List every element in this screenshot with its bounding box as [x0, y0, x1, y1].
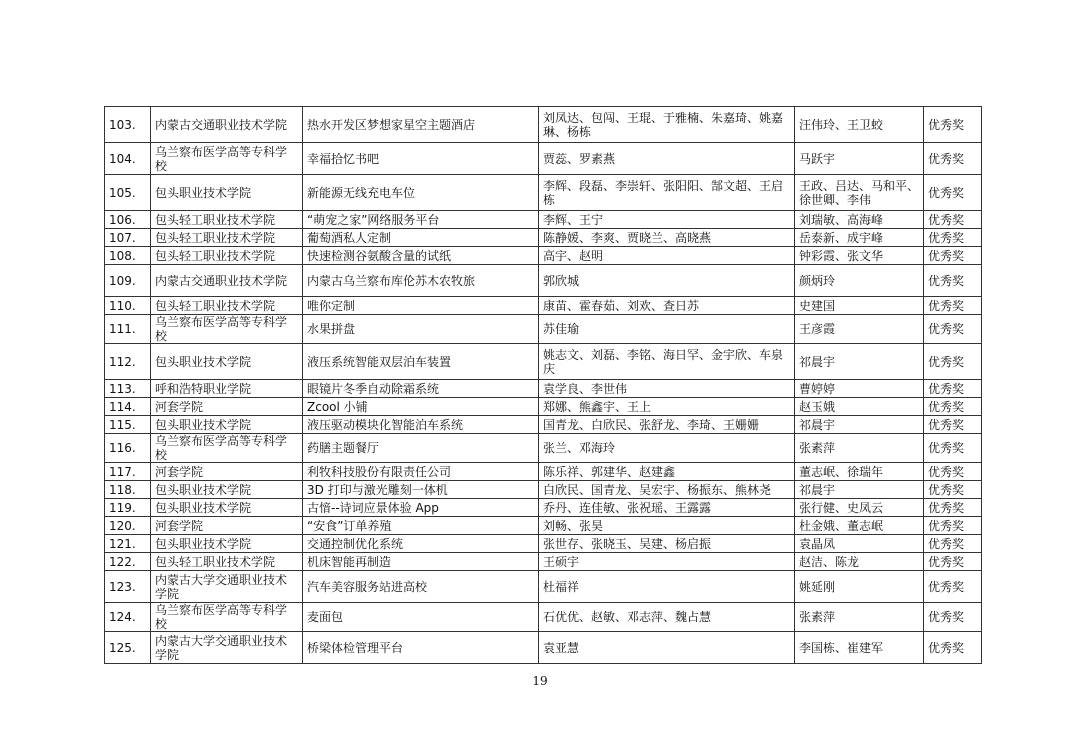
award-level-cell: 优秀奖: [924, 571, 982, 603]
advisors-cell: 祁晨宇: [795, 481, 924, 499]
advisors-cell: 颜炳玲: [795, 265, 924, 297]
award-level-cell: 优秀奖: [924, 344, 982, 380]
row-number-cell: 117.: [105, 463, 151, 481]
row-number-cell: 120.: [105, 517, 151, 535]
award-level-cell: 优秀奖: [924, 247, 982, 265]
team-members-cell: 陈乐祥、郭建华、赵建鑫: [539, 463, 795, 481]
school-name-cell: 内蒙古交通职业技术学院: [151, 265, 303, 297]
award-level-cell: 优秀奖: [924, 380, 982, 398]
row-number-cell: 123.: [105, 571, 151, 603]
school-name-cell: 乌兰察布医学高等专科学校: [151, 315, 303, 344]
row-number-cell: 109.: [105, 265, 151, 297]
row-number-cell: 104.: [105, 143, 151, 175]
table-row: [105, 571, 982, 603]
school-name-cell: 乌兰察布医学高等专科学校: [151, 143, 303, 175]
school-name-cell: 包头职业技术学院: [151, 535, 303, 553]
award-level-cell: 优秀奖: [924, 416, 982, 434]
school-name-cell: 内蒙古大学交通职业技术学院: [151, 571, 303, 603]
row-number-cell: 115.: [105, 416, 151, 434]
advisors-cell: 赵玉娥: [795, 398, 924, 416]
advisors-cell: 马跃宇: [795, 143, 924, 175]
team-members-cell: 国青龙、白欣民、张舒龙、李琦、王姗姗: [539, 416, 795, 434]
school-name-cell: 内蒙古交通职业技术学院: [151, 107, 303, 143]
team-members-cell: 贾蕊、罗素燕: [539, 143, 795, 175]
row-number-cell: 111.: [105, 315, 151, 344]
advisors-cell: 张素萍: [795, 603, 924, 632]
school-name-cell: 包头轻工职业技术学院: [151, 211, 303, 229]
advisors-cell: 钟彩霞、张文华: [795, 247, 924, 265]
table-row: [105, 211, 982, 229]
team-members-cell: 张世存、张晓玉、吴建、杨启振: [539, 535, 795, 553]
project-name-cell: 液压系统智能双层泊车装置: [303, 344, 539, 380]
team-members-cell: 陈静媛、李爽、贾晓兰、高晓燕: [539, 229, 795, 247]
school-name-cell: 包头轻工职业技术学院: [151, 297, 303, 315]
row-number-cell: 121.: [105, 535, 151, 553]
table-row: [105, 535, 982, 553]
project-name-cell: 新能源无线充电车位: [303, 175, 539, 211]
school-name-cell: 内蒙古大学交通职业技术学院: [151, 632, 303, 664]
table-row: [105, 315, 982, 344]
advisors-cell: 曹婷婷: [795, 380, 924, 398]
project-name-cell: 水果拼盘: [303, 315, 539, 344]
row-number-cell: 107.: [105, 229, 151, 247]
row-number-cell: 110.: [105, 297, 151, 315]
project-name-cell: 唯你定制: [303, 297, 539, 315]
team-members-cell: 郑娜、熊鑫宇、王上: [539, 398, 795, 416]
team-members-cell: 乔丹、连佳敏、张祝瑶、王露露: [539, 499, 795, 517]
team-members-cell: 石优优、赵敏、邓志萍、魏占慧: [539, 603, 795, 632]
team-members-cell: 袁学良、李世伟: [539, 380, 795, 398]
project-name-cell: 快速检测谷氨酸含量的试纸: [303, 247, 539, 265]
advisors-cell: 刘瑞敏、高海峰: [795, 211, 924, 229]
award-level-cell: 优秀奖: [924, 499, 982, 517]
team-members-cell: 康苗、霍春茹、刘欢、查日苏: [539, 297, 795, 315]
table-row: [105, 247, 982, 265]
project-name-cell: Zcool 小铺: [303, 398, 539, 416]
project-name-cell: 3D 打印与激光雕刻一体机: [303, 481, 539, 499]
advisors-cell: 史建国: [795, 297, 924, 315]
award-level-cell: 优秀奖: [924, 632, 982, 664]
project-name-cell: 眼镜片冬季自动除霜系统: [303, 380, 539, 398]
awards-table-body: [105, 107, 982, 664]
advisors-cell: 王政、吕达、马和平、徐世卿、李伟: [795, 175, 924, 211]
team-members-cell: 姚志文、刘磊、李铭、海日罕、金宇欣、车泉庆: [539, 344, 795, 380]
team-members-cell: 李辉、段磊、李崇轩、张阳阳、郜文超、王启栋: [539, 175, 795, 211]
award-level-cell: 优秀奖: [924, 211, 982, 229]
team-members-cell: 刘畅、张昊: [539, 517, 795, 535]
team-members-cell: 苏佳瑜: [539, 315, 795, 344]
team-members-cell: 袁亚慧: [539, 632, 795, 664]
awards-table: [104, 106, 982, 664]
advisors-cell: 祁晨宇: [795, 416, 924, 434]
project-name-cell: 利牧科技股份有限责任公司: [303, 463, 539, 481]
table-row: [105, 463, 982, 481]
advisors-cell: 赵洁、陈龙: [795, 553, 924, 571]
award-level-cell: 优秀奖: [924, 143, 982, 175]
school-name-cell: 包头职业技术学院: [151, 175, 303, 211]
school-name-cell: 包头职业技术学院: [151, 416, 303, 434]
school-name-cell: 包头职业技术学院: [151, 499, 303, 517]
row-number-cell: 119.: [105, 499, 151, 517]
table-row: [105, 143, 982, 175]
school-name-cell: 河套学院: [151, 463, 303, 481]
award-level-cell: 优秀奖: [924, 553, 982, 571]
team-members-cell: 张兰、邓海玲: [539, 434, 795, 463]
award-level-cell: 优秀奖: [924, 603, 982, 632]
project-name-cell: 液压驱动模块化智能泊车系统: [303, 416, 539, 434]
school-name-cell: 河套学院: [151, 398, 303, 416]
table-row: [105, 416, 982, 434]
table-row: [105, 517, 982, 535]
row-number-cell: 113.: [105, 380, 151, 398]
advisors-cell: 张素萍: [795, 434, 924, 463]
project-name-cell: 机床智能再制造: [303, 553, 539, 571]
project-name-cell: 内蒙古乌兰察布库伦苏木农牧旅: [303, 265, 539, 297]
advisors-cell: 李国栋、崔建军: [795, 632, 924, 664]
table-row: [105, 175, 982, 211]
row-number-cell: 103.: [105, 107, 151, 143]
advisors-cell: 董志岷、徐瑞年: [795, 463, 924, 481]
project-name-cell: 热水开发区梦想家星空主题酒店: [303, 107, 539, 143]
school-name-cell: 包头轻工职业技术学院: [151, 553, 303, 571]
school-name-cell: 乌兰察布医学高等专科学校: [151, 434, 303, 463]
row-number-cell: 122.: [105, 553, 151, 571]
award-level-cell: 优秀奖: [924, 398, 982, 416]
school-name-cell: 包头职业技术学院: [151, 481, 303, 499]
school-name-cell: 乌兰察布医学高等专科学校: [151, 603, 303, 632]
award-level-cell: 优秀奖: [924, 517, 982, 535]
row-number-cell: 114.: [105, 398, 151, 416]
row-number-cell: 118.: [105, 481, 151, 499]
table-row: [105, 434, 982, 463]
award-level-cell: 优秀奖: [924, 481, 982, 499]
advisors-cell: 岳泰新、成宇峰: [795, 229, 924, 247]
project-name-cell: 药膳主题餐厅: [303, 434, 539, 463]
advisors-cell: 王彦霞: [795, 315, 924, 344]
school-name-cell: 包头轻工职业技术学院: [151, 229, 303, 247]
row-number-cell: 105.: [105, 175, 151, 211]
table-row: [105, 603, 982, 632]
advisors-cell: 姚延刚: [795, 571, 924, 603]
table-row: [105, 297, 982, 315]
school-name-cell: 包头职业技术学院: [151, 344, 303, 380]
advisors-cell: 张行健、史凤云: [795, 499, 924, 517]
advisors-cell: 杜金娥、董志岷: [795, 517, 924, 535]
table-row: [105, 553, 982, 571]
award-level-cell: 优秀奖: [924, 107, 982, 143]
award-level-cell: 优秀奖: [924, 463, 982, 481]
page-number: 19: [532, 674, 548, 688]
table-row: [105, 398, 982, 416]
project-name-cell: 汽车美容服务站进高校: [303, 571, 539, 603]
table-row: [105, 499, 982, 517]
team-members-cell: 王硕宇: [539, 553, 795, 571]
row-number-cell: 124.: [105, 603, 151, 632]
award-level-cell: 优秀奖: [924, 315, 982, 344]
advisors-cell: 祁晨宇: [795, 344, 924, 380]
team-members-cell: 白欣民、国青龙、吴宏宇、杨振东、熊林尧: [539, 481, 795, 499]
award-level-cell: 优秀奖: [924, 175, 982, 211]
table-row: [105, 344, 982, 380]
team-members-cell: 李辉、王宁: [539, 211, 795, 229]
team-members-cell: 杜福祥: [539, 571, 795, 603]
award-level-cell: 优秀奖: [924, 229, 982, 247]
award-level-cell: 优秀奖: [924, 535, 982, 553]
table-row: [105, 107, 982, 143]
school-name-cell: 包头轻工职业技术学院: [151, 247, 303, 265]
table-row: [105, 265, 982, 297]
award-level-cell: 优秀奖: [924, 434, 982, 463]
row-number-cell: 106.: [105, 211, 151, 229]
advisors-cell: 汪伟玲、王卫蛟: [795, 107, 924, 143]
project-name-cell: 葡萄酒私人定制: [303, 229, 539, 247]
award-level-cell: 优秀奖: [924, 297, 982, 315]
school-name-cell: 呼和浩特职业学院: [151, 380, 303, 398]
team-members-cell: 郭欣城: [539, 265, 795, 297]
table-row: [105, 632, 982, 664]
team-members-cell: 刘凤达、包闯、王琨、于雅楠、朱嘉琦、姚嘉琳、杨栋: [539, 107, 795, 143]
school-name-cell: 河套学院: [151, 517, 303, 535]
row-number-cell: 125.: [105, 632, 151, 664]
row-number-cell: 112.: [105, 344, 151, 380]
project-name-cell: “萌宠之家”网络服务平台: [303, 211, 539, 229]
row-number-cell: 108.: [105, 247, 151, 265]
award-level-cell: 优秀奖: [924, 265, 982, 297]
row-number-cell: 116.: [105, 434, 151, 463]
table-row: [105, 481, 982, 499]
team-members-cell: 高宇、赵明: [539, 247, 795, 265]
project-name-cell: 交通控制优化系统: [303, 535, 539, 553]
table-row: [105, 229, 982, 247]
table-row: [105, 380, 982, 398]
project-name-cell: “安食”订单养殖: [303, 517, 539, 535]
project-name-cell: 幸福拾忆书吧: [303, 143, 539, 175]
advisors-cell: 袁晶凤: [795, 535, 924, 553]
project-name-cell: 古愔--诗词应景体验 App: [303, 499, 539, 517]
project-name-cell: 麦面包: [303, 603, 539, 632]
project-name-cell: 桥梁体检管理平台: [303, 632, 539, 664]
